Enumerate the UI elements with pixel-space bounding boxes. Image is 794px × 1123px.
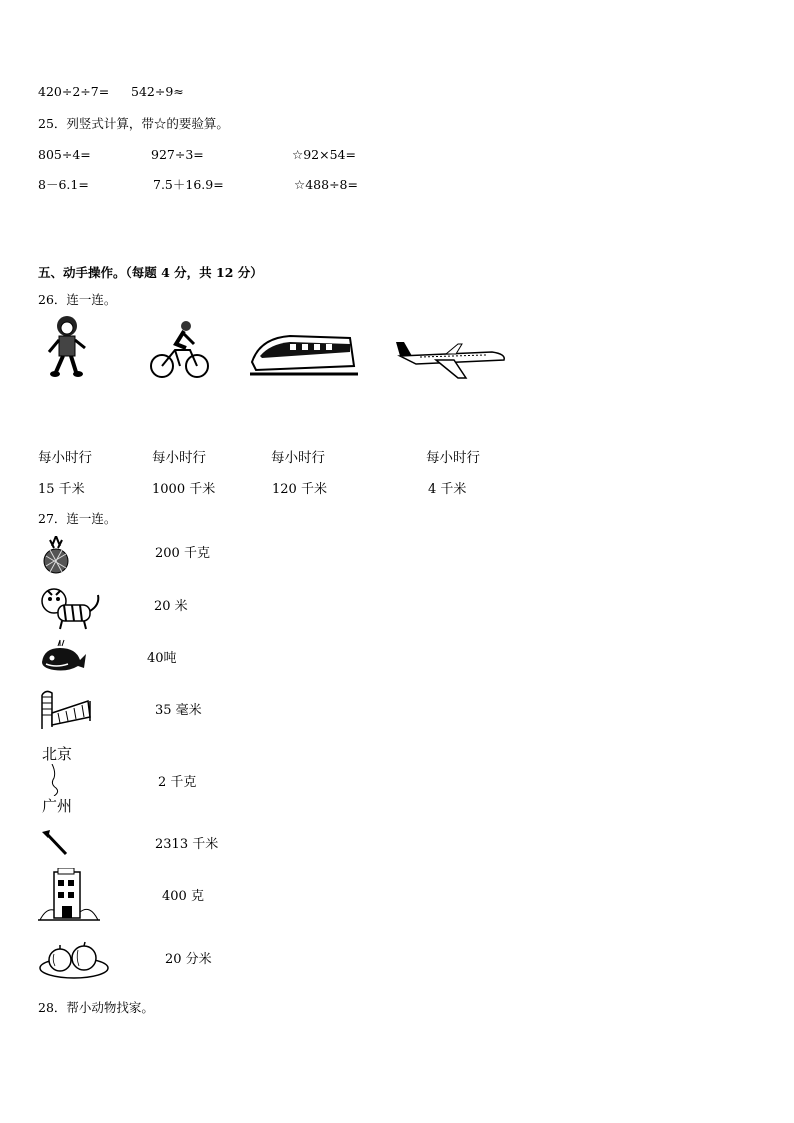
q25-row1-item3: ☆92×54= bbox=[292, 147, 356, 162]
speed-label-4: 每小时行 bbox=[426, 450, 480, 466]
airplane-image bbox=[396, 338, 508, 382]
nail-image bbox=[40, 828, 70, 858]
q28-title: 28．帮小动物找家。 bbox=[38, 1000, 154, 1015]
q27-value-8: 20 分米 bbox=[165, 952, 212, 967]
q25-row1-item2: 927÷3= bbox=[151, 147, 204, 162]
expression-542: 542÷9≈ bbox=[131, 84, 184, 99]
cyclist-image bbox=[150, 320, 210, 380]
beijing-guangzhou-route-image bbox=[40, 746, 84, 818]
bed-image bbox=[38, 687, 94, 731]
q27-title: 27．连一连。 bbox=[38, 511, 117, 526]
q25-row2-item2: 7.5＋16.9= bbox=[153, 177, 224, 192]
speed-value-4: 4 千米 bbox=[428, 482, 467, 497]
speed-value-3: 120 千米 bbox=[272, 482, 327, 497]
high-speed-train-image bbox=[250, 330, 358, 378]
speed-value-2: 1000 千米 bbox=[152, 482, 216, 497]
q25-row1-item1: 805÷4= bbox=[38, 147, 91, 162]
person-walking-image bbox=[44, 314, 90, 380]
speed-label-3: 每小时行 bbox=[271, 450, 325, 466]
speed-label-1: 每小时行 bbox=[38, 450, 92, 466]
q27-value-5: 2 千克 bbox=[158, 775, 197, 790]
q27-value-2: 20 米 bbox=[154, 599, 188, 614]
q26-title: 26．连一连。 bbox=[38, 292, 117, 307]
q27-value-4: 35 毫米 bbox=[155, 703, 202, 718]
building-image bbox=[38, 868, 100, 924]
q27-value-7: 400 克 bbox=[162, 889, 204, 904]
speed-value-1: 15 千米 bbox=[38, 482, 85, 497]
q25-title: 25．列竖式计算，带☆的要验算。 bbox=[38, 116, 229, 131]
q27-value-6: 2313 千米 bbox=[155, 837, 219, 852]
q25-row2-item1: 8－6.1= bbox=[38, 177, 89, 192]
whale-image bbox=[38, 638, 88, 674]
section5-title: 五、动手操作。（每题 4 分，共 12 分） bbox=[38, 265, 263, 280]
tiger-image bbox=[38, 585, 102, 631]
q25-row2-item3: ☆488÷8= bbox=[294, 177, 358, 192]
q27-value-3: 40吨 bbox=[147, 651, 177, 666]
map-label-guangzhou: 广州 bbox=[42, 797, 73, 815]
plate-of-fruit-image bbox=[38, 940, 110, 982]
q27-value-1: 200 千克 bbox=[155, 546, 210, 561]
map-label-beijing: 北京 bbox=[42, 745, 73, 763]
expression-420: 420÷2÷7= bbox=[38, 84, 110, 99]
speed-label-2: 每小时行 bbox=[152, 450, 206, 466]
pineapple-image bbox=[40, 536, 72, 574]
